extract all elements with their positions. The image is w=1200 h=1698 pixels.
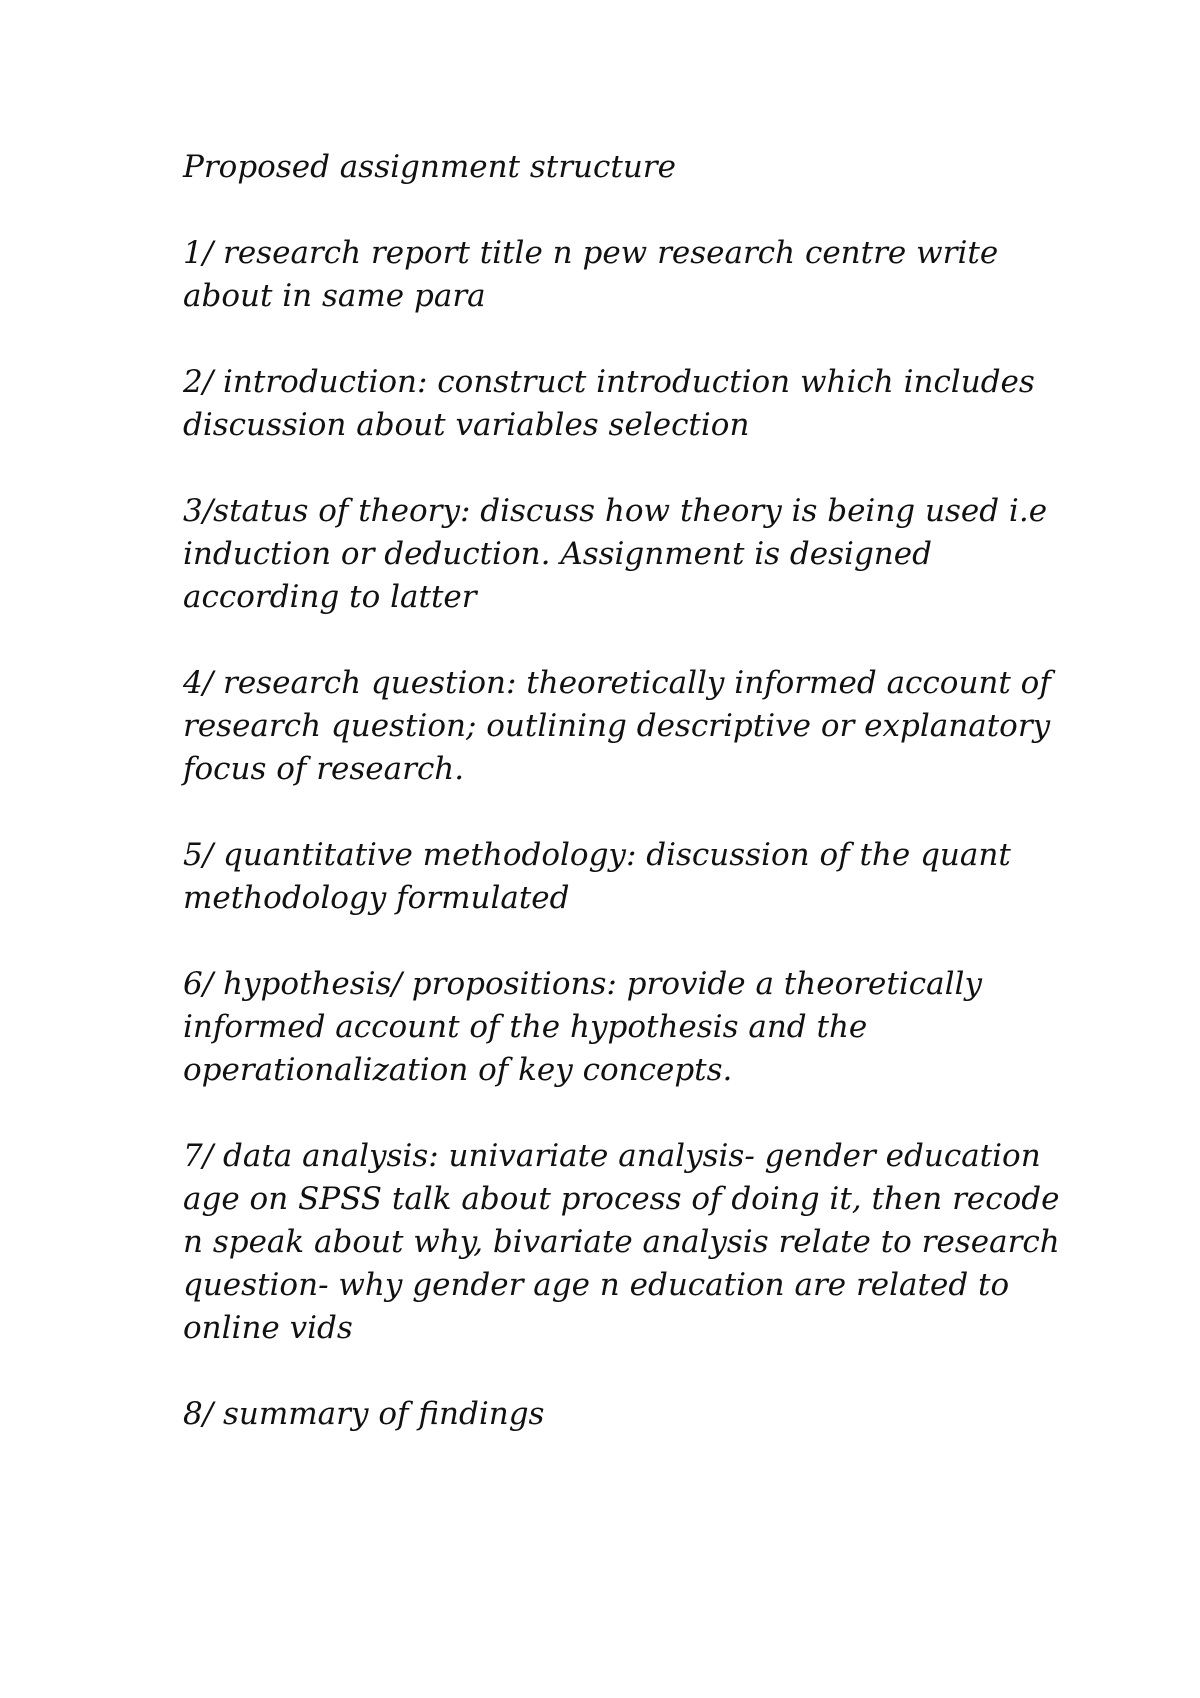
item-7-line-4: question- why gender age n education are related to xyxy=(183,1267,1010,1303)
item-8-line-1: 8/ summary of findings xyxy=(183,1396,545,1432)
item-6-line-3: operationalization of key concepts. xyxy=(183,1052,733,1088)
item-1-line-1: 1/ research report title n pew research centre write xyxy=(183,235,999,271)
item-7-line-5: online vids xyxy=(183,1310,353,1346)
item-4-line-2: research question; outlining descriptive or explanatory xyxy=(183,708,1051,744)
document-body xyxy=(183,146,1063,1479)
list-item xyxy=(183,232,1063,318)
item-3-line-2: induction or deduction. Assignment is designed xyxy=(183,536,932,572)
document-title: Proposed assignment structure xyxy=(183,149,676,185)
item-3-line-1: 3/status of theory: discuss how theory is being used i.e xyxy=(183,493,1048,529)
item-7-line-3: n speak about why, bivariate analysis relate to research xyxy=(183,1224,1060,1260)
item-4-line-3: focus of research. xyxy=(183,751,465,787)
list-item xyxy=(183,1393,1063,1436)
item-2-line-2: discussion about variables selection xyxy=(183,407,750,443)
list-item xyxy=(183,1135,1063,1350)
item-4-line-1: 4/ research question: theoretically informed account of xyxy=(183,665,1051,701)
list-item xyxy=(183,834,1063,920)
list-item xyxy=(183,490,1063,619)
list-item xyxy=(183,361,1063,447)
item-7-line-2: age on SPSS talk about process of doing it, then recode xyxy=(183,1181,1060,1217)
list-item xyxy=(183,662,1063,791)
item-1-line-2: about in same para xyxy=(183,278,486,314)
item-7-line-1: 7/ data analysis: univariate analysis- gender education xyxy=(183,1138,1041,1174)
item-3-line-3: according to latter xyxy=(183,579,477,615)
list-item xyxy=(183,963,1063,1092)
item-5-line-1: 5/ quantitative methodology: discussion of the quant xyxy=(183,837,1011,873)
item-5-line-2: methodology formulated xyxy=(183,880,570,916)
item-2-line-1: 2/ introduction: construct introduction which includes xyxy=(183,364,1035,400)
item-6-line-1: 6/ hypothesis/ propositions: provide a theoretically xyxy=(183,966,982,1002)
item-6-line-2: informed account of the hypothesis and the xyxy=(183,1009,868,1045)
